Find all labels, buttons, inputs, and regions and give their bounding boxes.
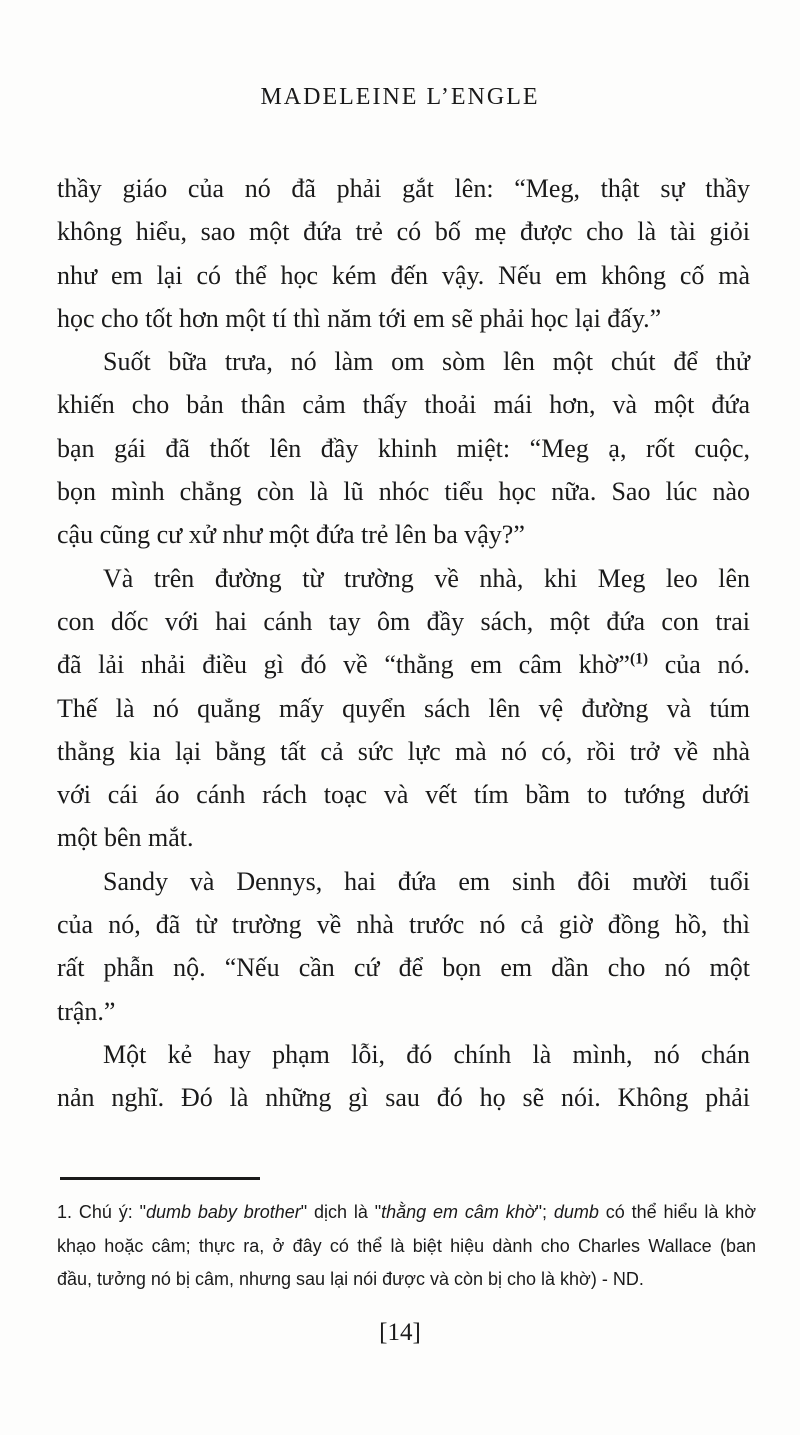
text-segment: đầu, tưởng nó bị câm, nhưng sau lại nói được và còn bị cho là khờ) - ND. — [57, 1269, 644, 1289]
text-line — [57, 513, 750, 556]
text-line — [57, 297, 750, 340]
text-line — [57, 1033, 750, 1076]
text-segment: 1. Chú ý: " — [57, 1202, 146, 1222]
text-segment: học cho tốt hơn một tí thì năm tới em sẽ phải học lại đấy.” — [57, 303, 662, 333]
text-line — [57, 990, 750, 1033]
text-segment: khiến cho bản thân cảm thấy thoải mái hơn, và một đứa — [57, 390, 750, 420]
text-segment: Suốt bữa trưa, nó làm om sòm lên một chút để thử — [103, 347, 750, 377]
text-segment: bọn mình chẳng còn là lũ nhóc tiểu học nữa. Sao lúc nào — [57, 477, 750, 507]
text-segment: với cái áo cánh rách toạc và vết tím bầm to tướng dưới — [57, 780, 750, 810]
text-segment: "; — [535, 1202, 554, 1222]
running-header: MADELEINE L’ENGLE — [260, 84, 540, 110]
text-line — [57, 254, 750, 297]
text-segment: Sandy và Dennys, hai đứa em sinh đôi mười tuổi — [103, 866, 750, 896]
text-line — [57, 946, 750, 989]
text-segment: con dốc với hai cánh tay ôm đầy sách, một đứa con trai — [57, 606, 750, 636]
text-segment: trận.” — [57, 996, 116, 1026]
text-line — [57, 773, 750, 816]
text-line — [57, 730, 750, 773]
text-segment: khạo hoặc câm; thực ra, ở đây có thể là biệt hiệu dành cho Charles Wallace (ban — [57, 1235, 756, 1256]
body-text — [57, 167, 750, 1120]
text-line — [57, 383, 750, 426]
text-line — [57, 557, 750, 600]
text-segment: không hiểu, sao một đứa trẻ có bố mẹ được cho là tài giỏi — [57, 217, 750, 247]
text-line — [57, 1263, 756, 1297]
text-line — [57, 903, 750, 946]
text-segment: cậu cũng cư xử như một đứa trẻ lên ba vậy?” — [57, 520, 525, 550]
text-segment: đã lải nhải điều gì đó về “thằng em câm khờ” — [57, 650, 630, 680]
text-segment: rất phẫn nộ. “Nếu cần cứ để bọn em dần cho nó một — [57, 953, 750, 983]
footnote-divider — [60, 1177, 260, 1180]
text-segment: của nó, đã từ trường về nhà trước nó cả giờ đồng hồ, thì — [57, 910, 750, 940]
page-number: [14] — [379, 1319, 421, 1346]
text-segment: Thế là nó quẳng mấy quyển sách lên vệ đường và túm — [57, 693, 750, 723]
text-line — [57, 1196, 756, 1230]
footnote — [57, 1196, 756, 1297]
text-segment: có thể hiểu là khờ — [598, 1202, 757, 1222]
text-line — [57, 600, 750, 643]
text-line — [57, 427, 750, 470]
text-line — [57, 210, 750, 253]
italic-text: dumb baby brother — [145, 1202, 301, 1222]
italic-text: thằng em câm khờ — [381, 1202, 536, 1222]
text-line — [57, 816, 750, 859]
text-line — [57, 687, 750, 730]
footnote-ref-marker: (1) — [629, 650, 649, 668]
text-segment: như em lại có thể học kém đến vậy. Nếu em không cố mà — [57, 260, 750, 290]
text-segment: một bên mắt. — [57, 823, 194, 853]
text-line — [57, 1076, 750, 1119]
text-segment: " dịch là " — [300, 1202, 382, 1222]
italic-text: dumb — [553, 1202, 599, 1222]
text-line — [57, 167, 750, 210]
text-line — [57, 470, 750, 513]
text-segment: nản nghĩ. Đó là những gì sau đó họ sẽ nói. Không phải — [57, 1083, 750, 1113]
text-line — [57, 643, 750, 686]
text-segment: của nó. — [648, 650, 750, 680]
text-segment: Một kẻ hay phạm lỗi, đó chính là mình, nó chán — [103, 1039, 750, 1069]
text-segment: Và trên đường từ trường về nhà, khi Meg leo lên — [103, 563, 750, 593]
text-line — [57, 1230, 756, 1264]
text-segment: bạn gái đã thốt lên đầy khinh miệt: “Meg ạ, rốt cuộc, — [57, 433, 750, 463]
text-segment: thầy giáo của nó đã phải gắt lên: “Meg, thật sự thầy — [57, 174, 750, 203]
text-line — [57, 860, 750, 903]
text-line — [57, 340, 750, 383]
text-segment: thằng kia lại bằng tất cả sức lực mà nó có, rồi trở về nhà — [57, 736, 750, 766]
